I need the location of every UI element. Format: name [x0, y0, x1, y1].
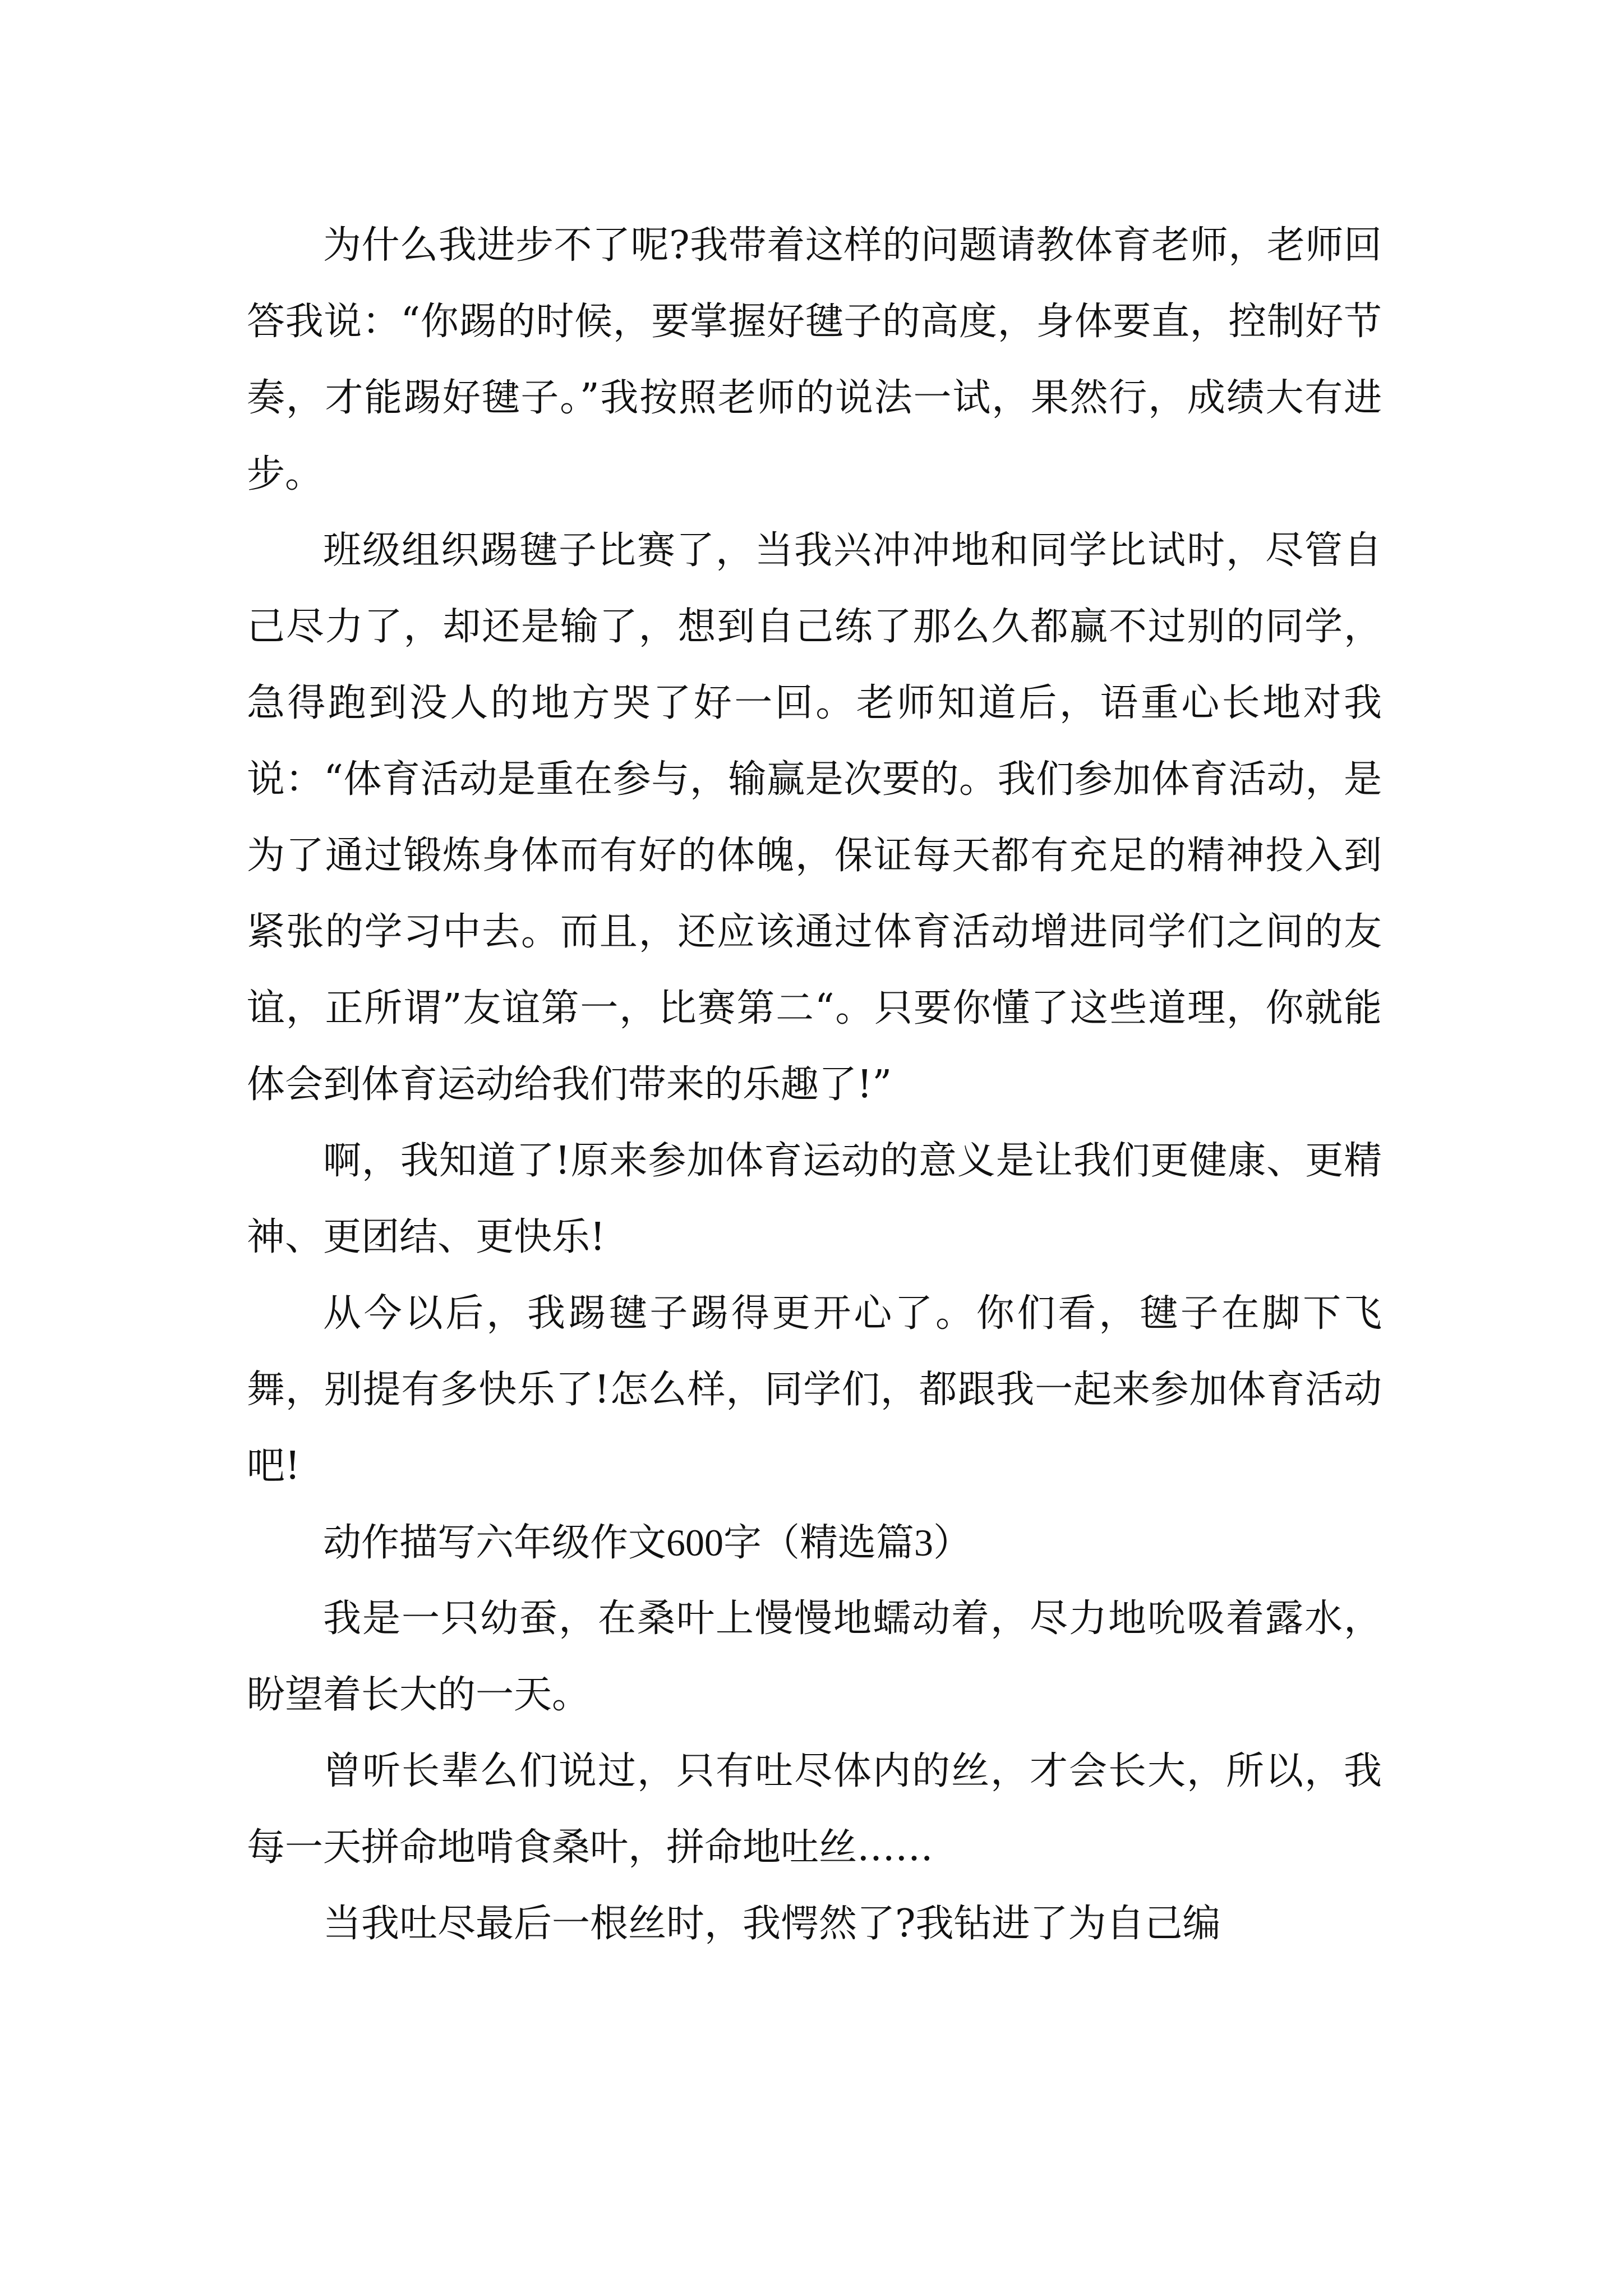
paragraph: 班级组织踢毽子比赛了，当我兴冲冲地和同学比试时，尽管自己尽力了，却还是输了，想到自己练了那么久都赢不过别的同学，急得跑到没人的地方哭了好一回。老师知道后，语重心长地对我说：“体育活动是重在参与，输赢是次要的。我们参加体育活动，是为了通过锻炼身体而有好的体魄，保证每天都有充足的精神投入到紧张的学习中去。而且，还应该通过体育活动增进同学们之间的友谊，正所谓”友谊第一，比赛第二“。只要你懂了这些道理，你就能体会到体育运动给我们带来的乐趣了!” — [247, 528, 1382, 1107]
paragraph: 从今以后，我踢毽子踢得更开心了。你们看，毽子在脚下飞舞，别提有多快乐了!怎么样，同学们，都跟我一起来参加体育活动吧! — [247, 1291, 1382, 1488]
document-body — [247, 208, 1382, 1962]
paragraph: 当我吐尽最后一根丝时，我愕然了?我钻进了为自己编 — [323, 1902, 1221, 1946]
paragraph: 为什么我进步不了呢?我带着这样的问题请教体育老师，老师回答我说：“你踢的时候，要掌握好毽子的高度，身体要直，控制好节奏，才能踢好毽子。”我按照老师的说法一试，果然行，成绩大有进步。 — [247, 223, 1382, 496]
section-heading: 动作描写六年级作文600字（精选篇3） — [323, 1521, 972, 1564]
paragraph: 啊，我知道了!原来参加体育运动的意义是让我们更健康、更精神、更团结、更快乐! — [247, 1139, 1382, 1259]
paragraph: 曾听长辈么们说过，只有吐尽体内的丝，才会长大，所以，我每一天拼命地啃食桑叶，拼命地吐丝…… — [247, 1749, 1382, 1870]
paragraph: 我是一只幼蚕，在桑叶上慢慢地蠕动着，尽力地吮吸着露水，盼望着长大的一天。 — [247, 1596, 1382, 1717]
